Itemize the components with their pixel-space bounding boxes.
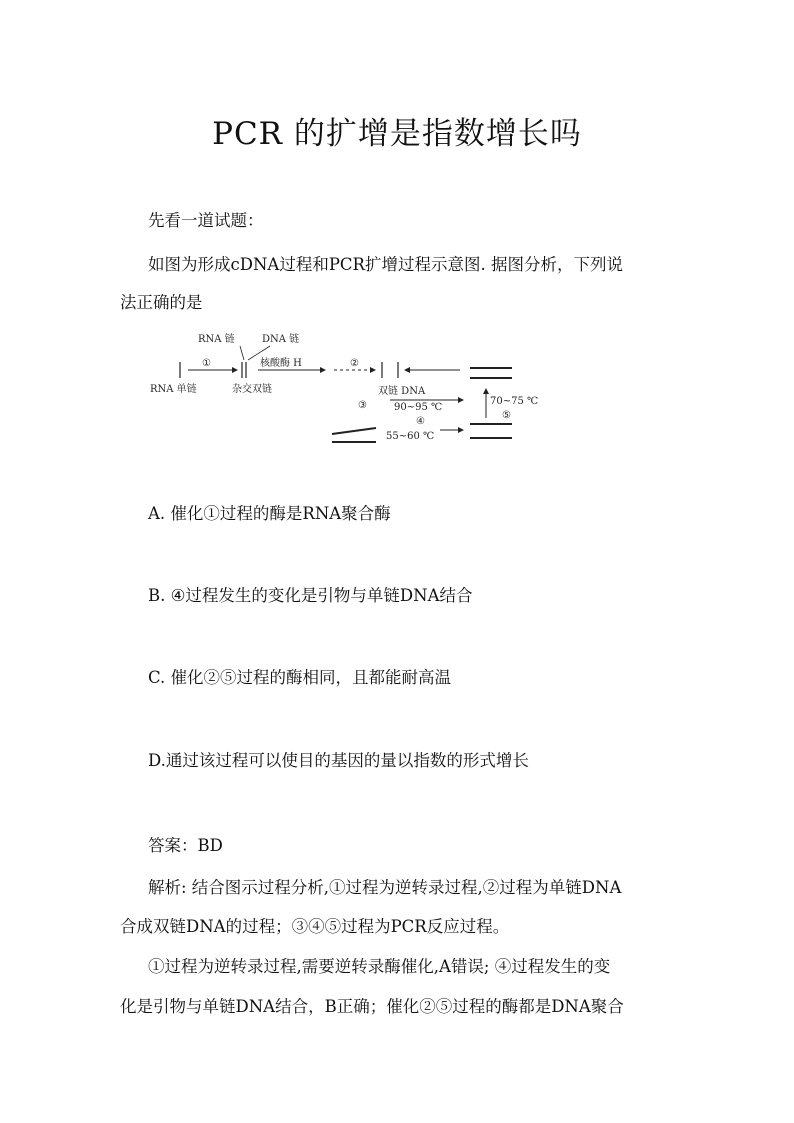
label-step4: ④ [416, 416, 425, 427]
label-rna-chain: RNA 链 [198, 334, 235, 345]
question-line-1: 如图为形成cDNA过程和PCR扩增过程示意图. 据图分析，下列说 [148, 255, 623, 274]
label-double-dna: 双链 DNA [378, 386, 426, 397]
option-a: A. 催化①过程的酶是RNA聚合酶 [148, 504, 391, 523]
analysis-line-3: ①过程为逆转录过程,需要逆转录酶催化,A错误; ④过程发生的变 [148, 957, 611, 976]
arrow-step5-head [483, 388, 489, 394]
option-d: D.通过该过程可以使目的基因的量以指数的形式增长 [148, 751, 529, 770]
arrow-step4-head [458, 427, 464, 433]
arrow-step2-head [370, 367, 376, 373]
label-rna-single: RNA 单链 [150, 384, 197, 395]
primer-strand-1 [332, 428, 376, 434]
label-step1: ① [202, 358, 211, 369]
label-temp-low: 55~60 ℃ [386, 431, 435, 442]
label-temp-mid: 70~75 ℃ [490, 396, 539, 407]
cdna-pcr-diagram [140, 328, 560, 446]
label-step3: ③ [358, 400, 367, 411]
arrow-return-head [404, 367, 410, 373]
analysis-line-4: 化是引物与单链DNA结合，B正确；催化②⑤过程的酶都是DNA聚合 [120, 997, 624, 1016]
label-hybrid: 杂交双链 [232, 384, 272, 395]
analysis-line-2: 合成双链DNA的过程；③④⑤过程为PCR反应过程。 [120, 917, 510, 936]
arrow-step3-head [458, 397, 464, 403]
pointer-rna [240, 346, 244, 360]
intro-text: 先看一道试题： [148, 211, 264, 230]
label-step5: ⑤ [502, 410, 511, 421]
analysis-line-1: 解析: 结合图示过程分析,①过程为逆转录过程,②过程为单链DNA [148, 878, 622, 897]
label-step2: ② [350, 358, 359, 369]
label-temp-high: 90~95 ℃ [394, 402, 443, 413]
arrow-step1-head [232, 367, 238, 373]
label-dna-chain: DNA 链 [262, 334, 300, 345]
arrow-nuclease-head [320, 367, 326, 373]
answer-text: 答案：BD [148, 836, 223, 855]
page-title: PCR 的扩增是指数增长吗 [212, 116, 582, 152]
option-c: C. 催化②⑤过程的酶相同，且都能耐高温 [148, 668, 452, 687]
option-b: B. ④过程发生的变化是引物与单链DNA结合 [148, 586, 473, 605]
label-nuclease: 核酸酶 H [260, 358, 302, 369]
question-line-2: 法正确的是 [120, 293, 203, 312]
